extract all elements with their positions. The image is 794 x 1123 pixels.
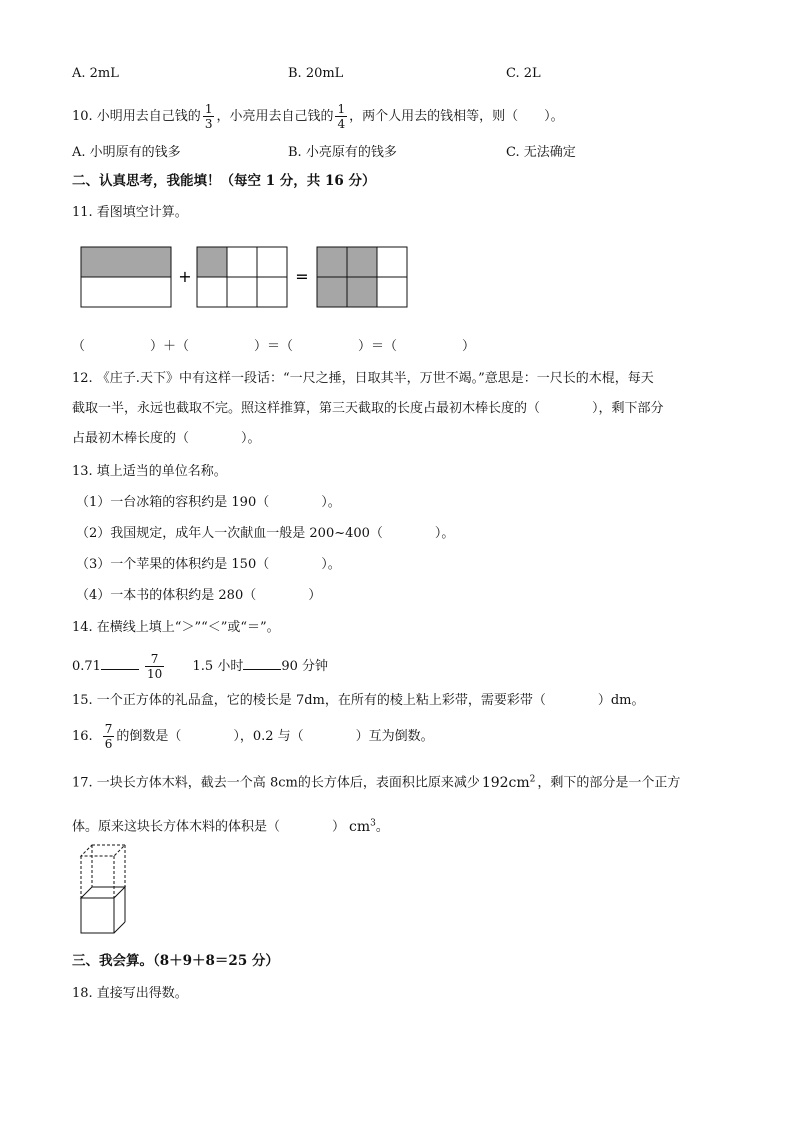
section-heading: 二、认真思考，我能填！（每空 1 分，共 16 分） [72,173,376,189]
question-17-line1: 17. 一块长方体木料，截去一个高 8cm的长方体后，表面积比原来减少 $192cm^2$ ，剩下的部分是一个正方 [72,774,681,791]
question-13-item: （2）我国规定，成年人一次献血一般是 200~400（ ）。 [76,526,455,541]
question-14: 14. 在横线上填上“＞”“＜”或“＝”。 [72,620,280,635]
question-14-items: 0.71 $\frac{7}{10}$ 1.5 小时 90 分钟 [72,652,329,681]
rect-sixths [197,247,287,307]
question-15: 15. 一个正方体的礼品盒，它的棱长是 7dm，在所有的棱上粘上彩带，需要彩带（ ）dm。 [72,693,645,708]
option-c: C. 无法确定 [506,145,576,160]
answer-blank [101,657,139,670]
question-16: 16. $\frac{7}{6}$ 的倒数是（ ），0.2 与（ ）互为倒数。 [72,722,434,751]
question-13-item: （1）一台冰箱的容积约是 190（ ）。 [76,495,341,510]
fraction: $\frac{1}{3}$ [204,102,213,131]
answer-blanks: （ ）＋（ ）＝（ ）＝（ ） [72,339,476,354]
fraction: $\frac{1}{4}$ [337,102,346,131]
section-heading: 三、我会算。（8＋9＋8＝25 分） [72,953,279,969]
answer-blank [243,657,281,670]
question-13-item: （3）一个苹果的体积约是 150（ ）。 [76,557,341,572]
option-c: C. 2L [506,66,541,81]
cuboid-diagram [78,842,130,936]
option-b: B. 小亮原有的钱多 [288,145,397,160]
question-12-line3: 占最初木棒长度的（ ）。 [72,431,261,446]
plus-sign: + [178,267,192,286]
question-12-line1: 12. 《庄子.天下》中有这样一段话：“一尺之捶，日取其半，万世不竭。”意思是：一尺长的木棍，每天 [72,371,654,386]
rect-result [317,247,407,307]
fraction: $\frac{7}{6}$ [104,722,113,751]
option-a: A. 2mL [72,66,119,81]
option-b: B. 20mL [288,66,344,81]
question-11: 11. 看图填空计算。 [72,205,188,220]
question-18: 18. 直接写出得数。 [72,986,188,1001]
option-a: A. 小明原有的钱多 [72,145,181,160]
question-17-line2: 体。原来这块长方体木料的体积是（ ） $cm^3$。 [72,818,389,835]
question-13: 13. 填上适当的单位名称。 [72,464,227,479]
question-12-line2: 截取一半，永远也截取不完。照这样推算，第三天截取的长度占最初木棒长度的（ ），剩下部分 [72,401,664,416]
rect-half [81,247,171,307]
equals-sign: = [295,267,309,286]
question-13-item: （4）一本书的体积约是 280（ ） [76,588,322,603]
fraction-diagram [80,246,410,308]
fraction: $\frac{7}{10}$ [146,652,163,681]
question-10: 10. 小明用去自己钱的 $\frac{1}{3}$ ，小亮用去自己钱的 $\frac{1}{4}$ ，两个人用去的钱相等，则（ ）。 [72,102,564,131]
